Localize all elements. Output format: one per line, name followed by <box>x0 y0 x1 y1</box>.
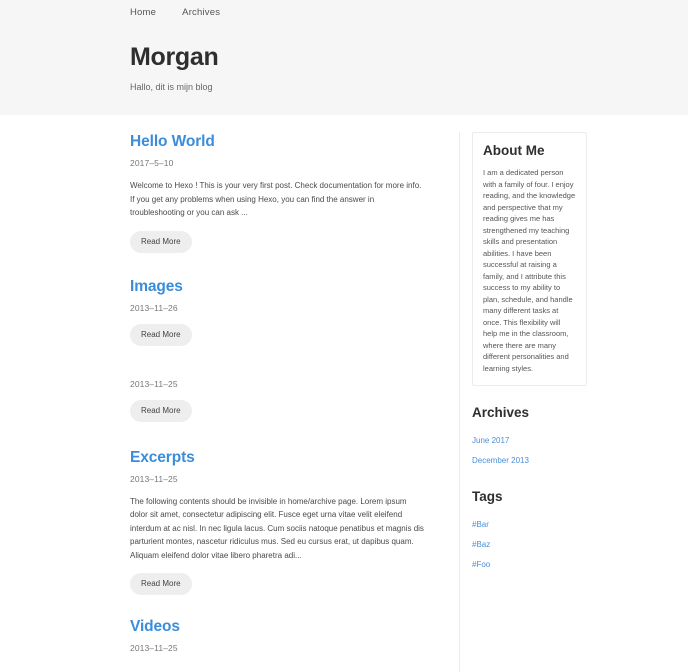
post-title-hello-world[interactable]: Hello World <box>130 133 215 150</box>
archive-link-december-2013[interactable]: December 2013 <box>472 456 529 465</box>
site-branding <box>0 42 688 93</box>
read-more-button[interactable]: Read More <box>130 573 192 595</box>
post-date: 2013–11–26 <box>130 302 178 313</box>
post-list <box>130 132 424 672</box>
list-item <box>472 514 587 532</box>
post-date: 2017–5–10 <box>130 158 174 168</box>
archives-list <box>472 430 587 468</box>
archives-title: Archives <box>472 405 530 420</box>
archive-link-june-2017[interactable]: June 2017 <box>472 436 510 445</box>
site-subtitle: Hallo, dit is mijn blog <box>130 82 213 92</box>
post-item <box>130 617 424 654</box>
read-more-button[interactable]: Read More <box>130 400 192 422</box>
site-header <box>0 0 688 115</box>
sidebar <box>459 132 587 672</box>
post-date: 2013–11–25 <box>130 378 178 389</box>
read-more-button[interactable]: Read More <box>130 324 192 346</box>
list-item <box>472 534 587 552</box>
about-me-text: I am a dedicated person with a family of four. I enjoy reading, and the knowledge and perspective that my reading gives me has strengthened my teaching skills and presentation abilities. I have been successful at raising a family, and I attribute this success to my ability to plan, schedule, and handle many different tasks at once. This flexibility will help me in the classroom, where there are many different personalities and learning styles. <box>483 168 576 373</box>
tags-title: Tags <box>472 489 503 504</box>
main-navigation <box>0 0 688 20</box>
post-date: 2013–11–25 <box>130 473 178 484</box>
tags-list <box>472 514 587 572</box>
list-item <box>472 430 587 448</box>
nav-archives[interactable]: Archives <box>182 7 221 18</box>
list-item <box>472 554 587 572</box>
tag-link-foo[interactable]: #Foo <box>472 560 491 569</box>
list-item <box>472 450 587 468</box>
post-title-images[interactable]: Images <box>130 277 183 295</box>
post-item <box>130 277 424 346</box>
post-item-untitled <box>130 378 424 422</box>
post-date: 2013–11–25 <box>130 643 178 653</box>
tag-link-baz[interactable]: #Baz <box>472 540 491 549</box>
post-excerpt: The following contents should be invisible in home/archive page. Lorem ipsum dolor sit amet, consectetur adipiscing elit. Fusce eget urna vitae velit eleifend interdum at ac nisl. In nec ligula lacus. Cum sociis natoque penatibus et magnis dis parturient montes, nascetur ridiculus mus. Sed eu cursus erat, ut dapibus quam. Aliquam eleifend dolor vitae libero pharetra adi... <box>130 496 424 560</box>
site-title: Morgan <box>130 43 219 71</box>
read-more-button[interactable]: Read More <box>130 231 192 253</box>
page-body <box>0 115 688 672</box>
post-item <box>130 132 424 253</box>
post-item <box>130 448 424 596</box>
post-title-videos[interactable]: Videos <box>130 618 180 635</box>
tag-link-bar[interactable]: #Bar <box>472 520 489 529</box>
nav-home[interactable]: Home <box>130 7 157 18</box>
about-me-title: About Me <box>483 143 545 158</box>
tags-widget <box>472 488 587 572</box>
post-excerpt: Welcome to Hexo ! This is your very first post. Check documentation for more info. If you get any problems when using Hexo, you can find the answer in troubleshooting or you can ask ... <box>130 181 422 217</box>
post-title-excerpts[interactable]: Excerpts <box>130 448 195 466</box>
archives-widget <box>472 404 587 468</box>
about-me-widget <box>472 132 587 386</box>
